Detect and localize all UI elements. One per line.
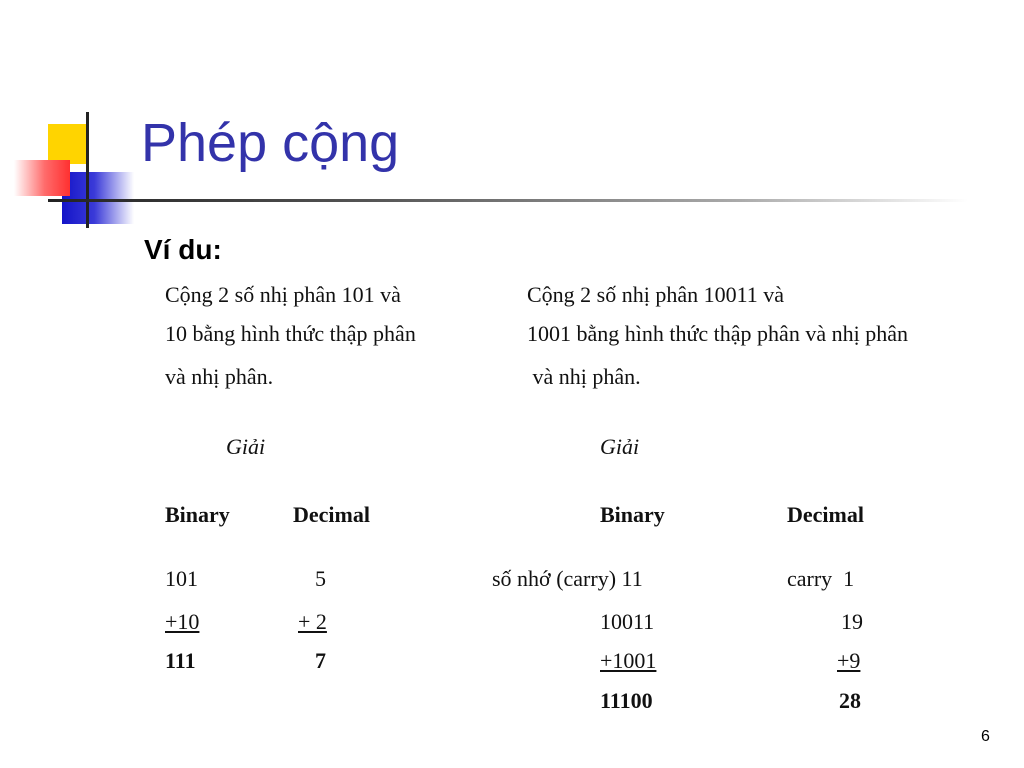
left-header-binary: Binary (165, 502, 230, 527)
left-problem-line-1: Cộng 2 số nhị phân 101 và (165, 282, 401, 307)
slide-subtitle: Ví du: (144, 234, 222, 265)
right-header-decimal: Decimal (787, 502, 864, 527)
right-problem-line-2: 1001 bằng hình thức thập phân và nhị phân (527, 321, 908, 346)
left-problem-line-2: 10 bằng hình thức thập phân (165, 321, 416, 346)
right-decimal-operand-2: +9 (837, 648, 861, 673)
right-decimal-sum: 28 (839, 688, 861, 713)
left-decimal-operand-2: + 2 (298, 609, 327, 634)
page-number: 6 (981, 728, 990, 745)
decor-blue-square (62, 172, 134, 224)
decor-vertical-line (86, 112, 89, 228)
right-header-binary: Binary (600, 502, 665, 527)
right-carry-decimal: carry 1 (787, 566, 855, 591)
decor-yellow-square (48, 124, 88, 164)
right-binary-operand-2: +1001 (600, 648, 657, 673)
right-carry-binary: số nhớ (carry) 11 (492, 566, 643, 591)
left-header-decimal: Decimal (293, 502, 370, 527)
decor-red-square (14, 160, 70, 196)
left-decimal-operand-1: 5 (315, 566, 326, 591)
slide-title: Phép cộng (141, 113, 400, 173)
left-binary-operand-2: +10 (165, 609, 200, 634)
left-binary-sum: 111 (165, 648, 196, 673)
left-binary-operand-1: 101 (165, 566, 198, 591)
title-underline (48, 199, 968, 202)
right-problem-line-3: và nhị phân. (527, 364, 641, 389)
right-binary-operand-1: 10011 (600, 609, 655, 634)
right-binary-sum: 11100 (600, 688, 653, 713)
left-problem-line-3: và nhị phân. (165, 364, 274, 389)
right-decimal-operand-1: 19 (841, 609, 863, 634)
right-solution-label: Giải (600, 434, 640, 459)
right-problem-line-1: Cộng 2 số nhị phân 10011 và (527, 282, 785, 307)
left-decimal-sum: 7 (315, 648, 326, 673)
left-solution-label: Giải (226, 434, 266, 459)
